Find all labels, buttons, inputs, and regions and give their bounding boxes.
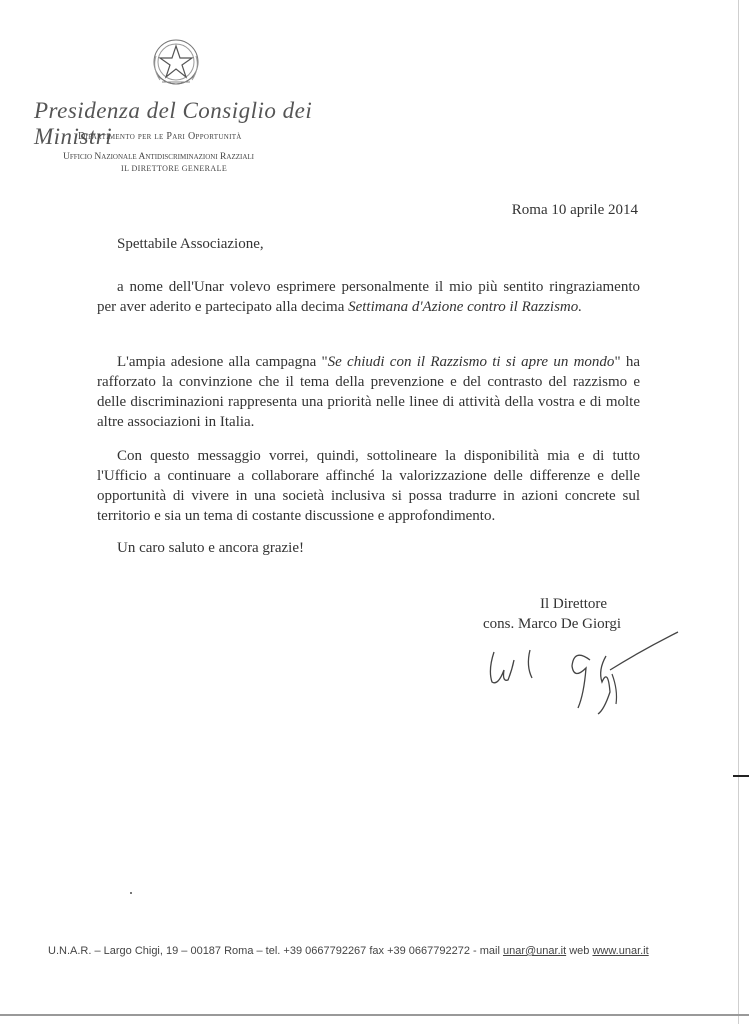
handwritten-signature	[482, 630, 682, 720]
signatory-title: Il Direttore	[540, 596, 608, 612]
institution-name: Presidenza del Consiglio dei Ministri	[34, 98, 313, 149]
campaign-slogan: Se chiudi con il Razzismo ti si apre un mondo	[327, 354, 615, 370]
scan-edge-mark	[733, 775, 749, 777]
italian-republic-emblem-icon	[148, 36, 204, 92]
director-general-line: IL DIRETTORE GENERALE	[121, 164, 228, 173]
closing-line: Un caro saluto e ancora grazie!	[117, 540, 304, 556]
paragraph-1: a nome dell'Unar volevo esprimere personalmente il mio più sentito ringraziamento per aver aderito e partecipato alla decima Settimana d'Azione contro il Razzismo.	[97, 279, 640, 315]
letter-greeting: Spettabile Associazione,	[117, 236, 264, 252]
letter-date: Roma 10 aprile 2014	[511, 202, 638, 218]
paragraph-2: L'ampia adesione alla campagna "Se chiudi con il Razzismo ti si apre un mondo" ha rafforzato la convinzione che il tema della prevenzione e del contrasto del razzismo e delle discriminazioni rappresenta una priorità nelle linee di attività della vostra e di molte altre associazioni in Italia.	[97, 354, 640, 430]
campaign-week-title: Settimana d'Azione contro il Razzismo.	[348, 299, 583, 315]
scan-bottom-line	[0, 1014, 749, 1016]
scan-edge-line	[738, 0, 739, 1024]
department-name: Dipartimento per le Pari Opportunità	[78, 131, 242, 142]
signatory-name: cons. Marco De Giorgi	[483, 616, 622, 632]
office-name: Ufficio Nazionale Antidiscriminazioni Razziali	[63, 152, 254, 162]
footer-contact: U.N.A.R. – Largo Chigi, 19 – 00187 Roma – tel. +39 0667792267 fax +39 0667792272 - mail unar@unar.it web www.unar.it	[48, 945, 649, 957]
email-link[interactable]: unar@unar.it	[502, 945, 567, 957]
speck	[130, 892, 132, 894]
website-link[interactable]: www.unar.it	[592, 945, 649, 957]
paragraph-3: Con questo messaggio vorrei, quindi, sottolineare la disponibilità mia e di tutto l'Ufficio a continuare a collaborare affinché la valorizzazione delle differenze e delle opportunità di vivere in una società inclusiva si possa tradurre in azioni concrete sul territorio e sia un tema di costante discussione e approfondimento.	[97, 448, 640, 524]
